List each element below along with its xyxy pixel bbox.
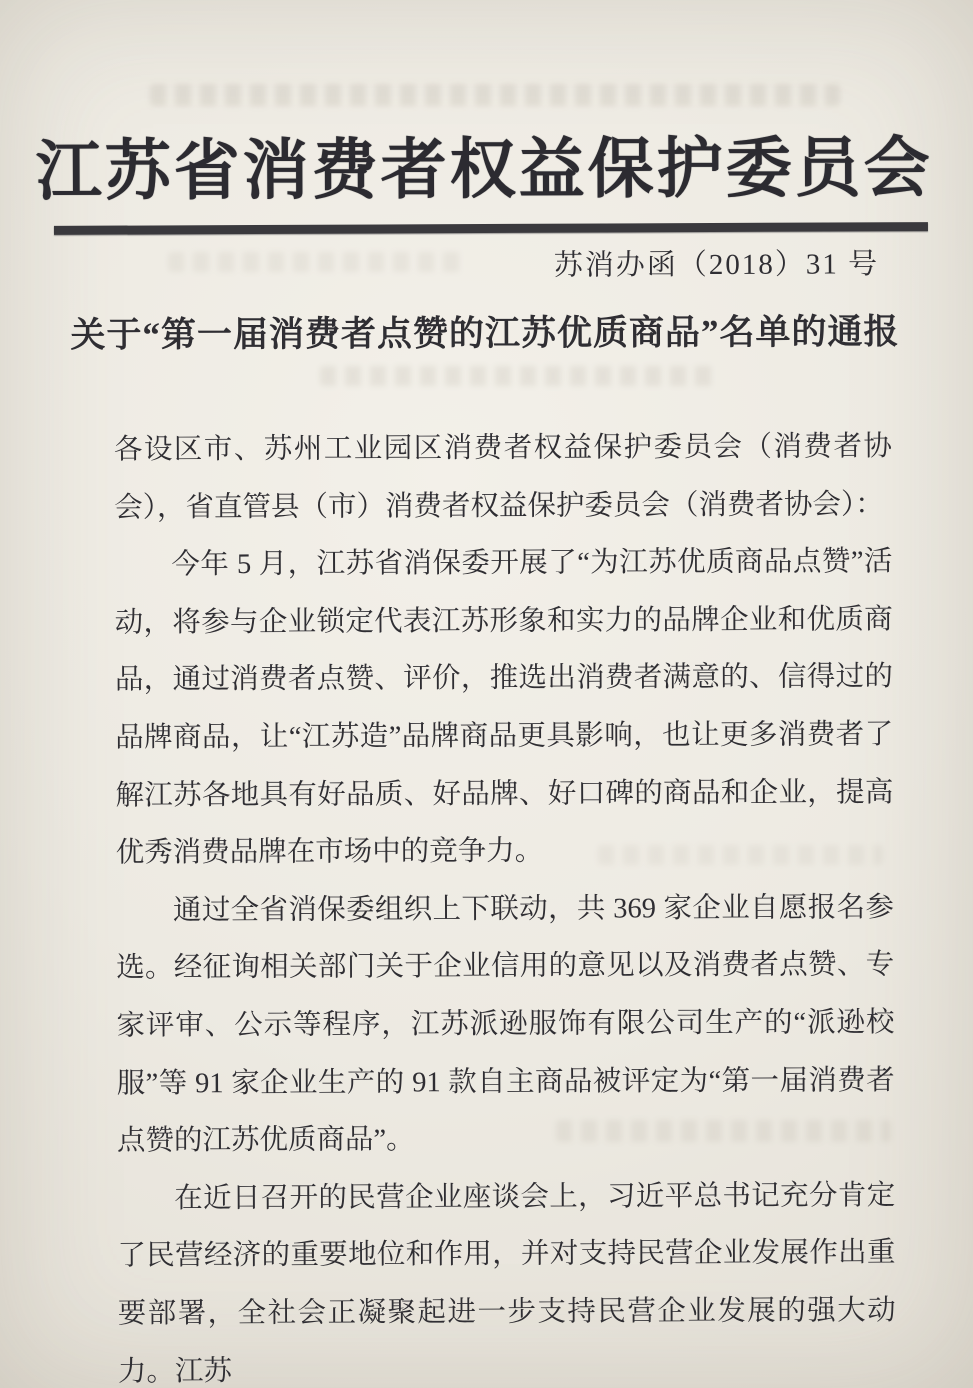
document-title: 关于“第一届消费者点赞的江苏优质商品”名单的通报 <box>70 312 900 355</box>
document-number: 苏消办函（2018）31 号 <box>553 248 880 282</box>
salutation: 各设区市、苏州工业园区消费者权益保护委员会（消费者协会），省直管县（市）消费者权益保护委员会（消费者协会）： <box>113 431 892 524</box>
body-paragraph-1: 今年 5 月，江苏省消保委开展了“为江苏优质商品点赞”活动，将参与企业锁定代表江苏形象和实力的品牌企业和优质商品，通过消费者点赞、评价，推选出消费者满意的、信得过的品牌商品，让“江苏造”品牌商品更具影响，也让更多消费者了解江苏各地具有好品质、好品牌、好口碑的商品和企业，提高优秀消费品牌在市场中的竞争力。 <box>114 546 894 869</box>
body-paragraph-3: 在近日召开的民营企业座谈会上，习近平总书记充分肯定了民营经济的重要地位和作用，并对支持民营企业发展作出重要部署，全社会正凝聚起进一步支持民营企业发展的强大动力。江苏 <box>117 1179 896 1388</box>
document-body <box>114 418 896 1388</box>
body-paragraph-2: 通过全省消保委组织上下联动，共 369 家企业自愿报名参选。经征询相关部门关于企业信用的意见以及消费者点赞、专家评审、公示等程序，江苏派逊服饰有限公司生产的“派逊校服”等 91 家企业生产的 91 款自主商品被评定为“第一届消费者点赞的江苏优质商品”。 <box>116 891 895 1157</box>
letterhead-divider-rule <box>54 222 928 235</box>
letterhead-agency-title: 江苏省消费者权益保护委员会 <box>35 132 933 209</box>
